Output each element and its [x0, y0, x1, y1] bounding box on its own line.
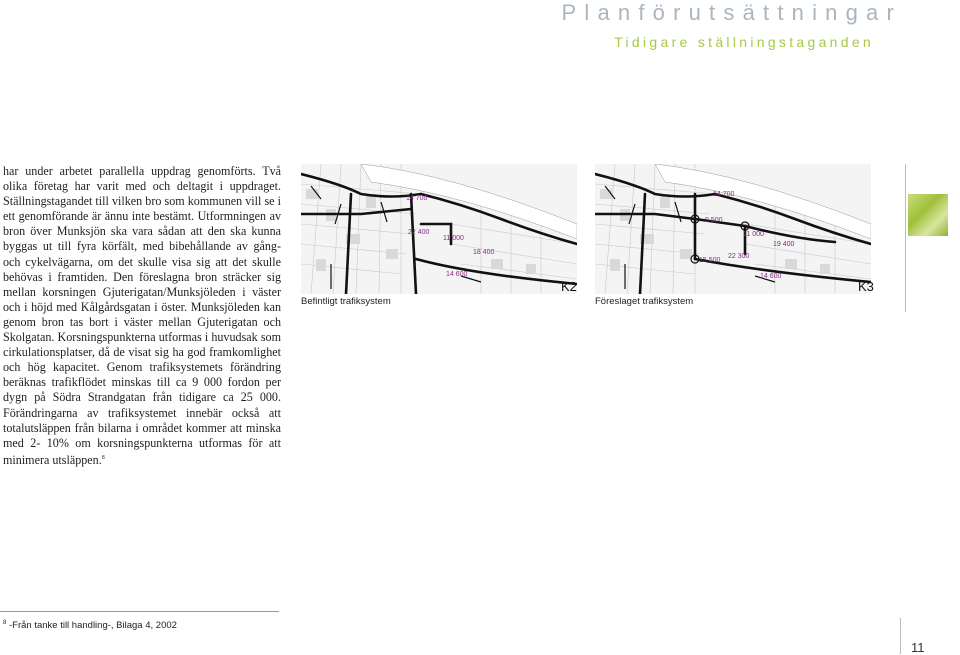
page-number: 11	[911, 640, 925, 655]
flow-label: 9 500	[705, 217, 723, 224]
flow-label: 14 700	[406, 195, 428, 202]
flow-label: 22 400	[408, 229, 430, 236]
map-code-k2: K2	[561, 279, 577, 294]
footnote-marker: 8	[3, 620, 7, 626]
flow-label: 14 600	[446, 271, 468, 278]
flow-label: 15 500	[699, 257, 721, 264]
flow-label: 18 400	[473, 249, 495, 256]
map-existing-traffic	[301, 164, 577, 294]
page-number-divider	[900, 618, 901, 654]
footnote	[3, 620, 177, 631]
page-subtitle: Tidigare ställningstaganden	[614, 34, 874, 50]
flow-label: 22 300	[728, 253, 750, 260]
footnote-text: -Från tanke till handling-, Bilaga 4, 2002	[6, 620, 177, 632]
margin-divider	[905, 164, 906, 312]
body-text: har under arbetet parallella uppdrag genomförts. Två olika företag har varit med och deltagit i uppdraget. Ställningstagandet till vilken bro som kommunen vill se i ett genomförande är ännu inte bestämt. Utformningen av bron över Munksjön ska vara sådan att den ska kunna byggas ut till fyra körfält, med bibehållande av gång- och cykelvägarna, om det skulle visa sig att det skulle behövas i framtiden. Den föreslagna bron sträcker sig mellan korsningen Gjuterigatan/Munksjöleden i väster och i höjd med Kålgårdsgatan i öster. Munksjöleden kan genom bron tas bort i väster mellan Gjuterigatan och Skolgatan. Korsningspunkterna utformas i huvudsak som cirkulationsplatser, då de visat sig ha god framkomlighet och hög kapacitet. Genom trafiksystemets förändring beräknas trafikflödet minskas till ca 9 000 fordon per dygn på Södra Strandgatan från tidigare ca 25 000. Förändringarna av trafiksystemet innebär också att totalutsläppen från bilarna i området kommer att minska med 2- 10% om korsningspunkterna utformas för att minimera utsläppen.	[3, 164, 281, 467]
flow-label: 14 600	[760, 273, 782, 280]
map-caption-existing: Befintligt trafiksystem	[301, 296, 391, 307]
body-paragraph	[3, 164, 281, 468]
margin-thumbnail-image	[908, 194, 948, 236]
flow-label: 19 400	[773, 241, 795, 248]
flow-label: 14 700	[713, 191, 735, 198]
flow-label: 11 000	[743, 231, 764, 238]
map-proposed-traffic	[595, 164, 871, 294]
page-title: Planförutsättningar	[561, 0, 902, 25]
footnote-reference: 8	[101, 454, 105, 461]
flow-label: 11 000	[443, 235, 464, 242]
footnote-divider	[0, 611, 279, 612]
map-code-k3: K3	[858, 279, 874, 294]
map-caption-proposed: Föreslaget trafiksystem	[595, 296, 694, 307]
